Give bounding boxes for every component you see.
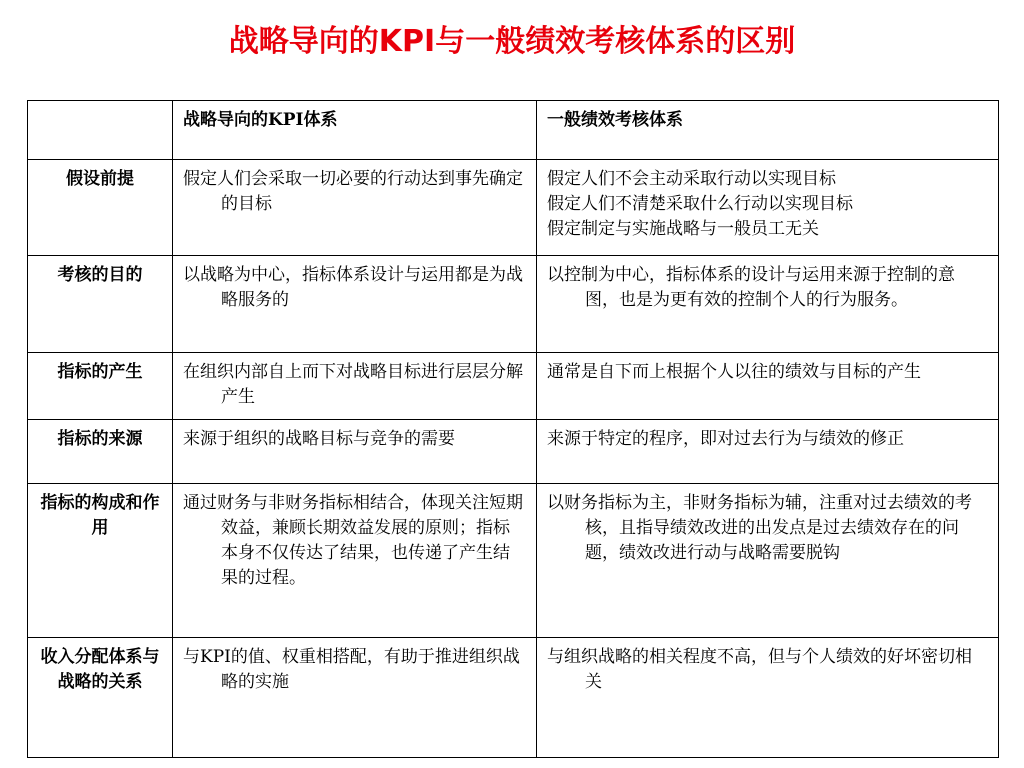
- table-row: [28, 420, 999, 484]
- cell-kpi-income-distribution: 与KPI的值、权重相搭配，有助于推进组织战略的实施: [173, 638, 537, 758]
- general-assumption-line-2: 假定人们不清楚采取什么行动以实现目标: [547, 194, 853, 214]
- cell-kpi-source: 来源于组织的战略目标与竞争的需要: [173, 420, 537, 484]
- row-label-generation: 指标的产生: [28, 353, 173, 420]
- table-header-row: [28, 101, 999, 160]
- cell-kpi-generation: 在组织内部自上而下对战略目标进行层层分解产生: [173, 353, 537, 420]
- general-assumption-line-1: 假定人们不会主动采取行动以实现目标: [547, 169, 836, 189]
- page-title: 战略导向的KPI与一般绩效考核体系的区别: [228, 24, 796, 59]
- table-row: [28, 638, 999, 758]
- row-label-assumption: 假设前提: [28, 160, 173, 256]
- table-row: [28, 484, 999, 638]
- cell-kpi-assumption: 假定人们会采取一切必要的行动达到事先确定的目标: [173, 160, 537, 256]
- cell-general-source: 来源于特定的程序，即对过去行为与绩效的修正: [537, 420, 999, 484]
- cell-kpi-composition: 通过财务与非财务指标相结合，体现关注短期效益，兼顾长期效益发展的原则；指标本身不仅传达了结果，也传递了产生结果的过程。: [173, 484, 537, 638]
- general-assumption-line-3: 假定制定与实施战略与一般员工无关: [547, 219, 819, 239]
- comparison-table: [27, 100, 999, 758]
- header-kpi-system: 战略导向的KPI体系: [173, 101, 537, 160]
- row-label-source: 指标的来源: [28, 420, 173, 484]
- row-label-income-distribution: 收入分配体系与战略的关系: [28, 638, 173, 758]
- row-label-purpose: 考核的目的: [28, 256, 173, 353]
- row-label-composition: 指标的构成和作用: [28, 484, 173, 638]
- cell-kpi-purpose: 以战略为中心，指标体系设计与运用都是为战略服务的: [173, 256, 537, 353]
- table-row: [28, 160, 999, 256]
- header-blank-cell: [28, 101, 173, 160]
- header-general-system: 一般绩效考核体系: [537, 101, 999, 160]
- cell-general-composition: 以财务指标为主，非财务指标为辅，注重对过去绩效的考核，且指导绩效改进的出发点是过去绩效存在的问题，绩效改进行动与战略需要脱钩: [537, 484, 999, 638]
- cell-general-purpose: 以控制为中心，指标体系的设计与运用来源于控制的意图，也是为更有效的控制个人的行为服务。: [537, 256, 999, 353]
- cell-general-generation: 通常是自下而上根据个人以往的绩效与目标的产生: [537, 353, 999, 420]
- table-row: [28, 256, 999, 353]
- table-row: [28, 353, 999, 420]
- cell-general-assumption: [537, 160, 999, 256]
- cell-general-income-distribution: 与组织战略的相关程度不高，但与个人绩效的好坏密切相关: [537, 638, 999, 758]
